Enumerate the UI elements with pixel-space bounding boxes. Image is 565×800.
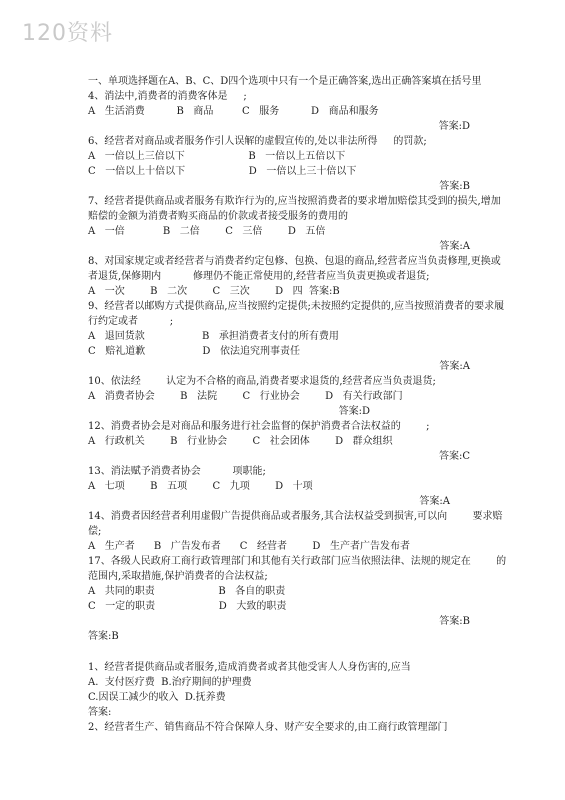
answer-12: 答案:C: [438, 451, 470, 462]
question-4: 4、消法中,消费者的消费客体是 ;: [88, 91, 247, 102]
question-17-line2: 范围内,采取措施,保护消费者的合法权益;: [88, 571, 268, 582]
section-gap: [88, 652, 480, 660]
question-6-options-ab: A 一倍以上三倍以下 B 一倍以上五倍以下: [88, 151, 346, 162]
question-17-options-ab: A 共同的职责 B 各自的职责: [88, 586, 286, 597]
question-14-line1: 14、消费者因经营者利用虚假广告提供商品或者服务,其合法权益受到损害,可以向 要求赔: [88, 511, 503, 522]
question-14-options: A 生产者 B 广告发布者 C 经营者 D 生产者广告发布者: [88, 541, 410, 552]
question-12: 12、消费者协会是对商品和服务进行社会监督的保护消费者合法权益的 ;: [88, 421, 430, 432]
answer-9: 答案:A: [439, 361, 470, 372]
question-9-line1: 9、经营者以邮购方式提供商品,应当按照约定提供;未按照约定提供的,应当按照消费者的要求履: [88, 301, 505, 312]
question-13: 13、消法赋予消费者协会 项职能;: [88, 466, 266, 477]
question-7-line1: 7、经营者提供商品或者服务有欺诈行为的,应当按照消费者的要求增加赔偿其受到的损失,增加: [88, 196, 501, 207]
watermark-logo: 120资料: [22, 21, 113, 46]
answer-6: 答案:B: [439, 181, 470, 192]
question-9-options-cd: C 赔礼道歉 D 依法追究刑事责任: [88, 346, 300, 357]
question-10: 10、依法经 认定为不合格的商品,消费者要求退货的,经营者应当负责退货;: [88, 376, 436, 387]
question-10-options: A 消费者协会 B 法院 C 行业协会 D 有关行政部门: [88, 391, 403, 402]
question-17-line1: 17、各级人民政府工商行政管理部门和其他有关行政部门应当依照法律、法规的规定在 的: [88, 556, 507, 567]
section-heading: 一、单项选择题在A、B、C、D四个选项中只有一个是正确答案,选出正确答案填在括号里: [88, 76, 482, 87]
answer-7: 答案:A: [439, 241, 470, 252]
question-7-options: A 一倍 B 二倍 C 三倍 D 五倍: [88, 226, 326, 237]
question-8-options: A 一次 B 二次 C 三次 D 四 答案:B: [88, 286, 340, 297]
question-7-line2: 赔偿的金额为消费者购买商品的价款或者接受服务的费用的: [88, 211, 348, 222]
multi-question-1-options-cd: C.因误工减少的收入 D.抚养费: [88, 692, 226, 703]
question-6-options-cd: C 一倍以上十倍以下 D 一倍以上三十倍以下: [88, 166, 357, 177]
question-8-line1: 8、对国家规定或者经营者与消费者约定包修、包换、包退的商品,经营者应当负责修理,更换或: [88, 256, 501, 267]
answer-extra: 答案:B: [88, 631, 119, 642]
question-4-options: A 生活消费 B 商品 C 服务 D 商品和服务: [88, 106, 379, 117]
question-6: 6、经营者对商品或者服务作引人误解的虚假宣传的,处以非法所得 的罚款;: [88, 136, 427, 147]
multi-question-2: 2、经营者生产、销售商品不符合保障人身、财产安全要求的,由工商行政管理部门: [88, 722, 448, 733]
multi-question-1: 1、经营者提供商品或者服务,造成消费者或者其他受害人人身伤害的,应当: [88, 662, 411, 673]
answer-13: 答案:A: [419, 496, 450, 507]
multi-question-1-options-ab: A. 支付医疗费 B.治疗期间的护理费: [88, 677, 252, 688]
document-body: [88, 74, 507, 735]
question-12-options: A 行政机关 B 行业协会 C 社会团体 D 群众组织: [88, 436, 393, 447]
question-14-line2: 偿;: [88, 526, 102, 537]
answer-10: 答案:D: [338, 406, 370, 417]
question-17-options-cd: C 一定的职责 D 大致的职责: [88, 601, 287, 612]
question-8-line2: 者退货,保修期内 修理仍不能正常使用的,经营者应当负责更换或者退货;: [88, 271, 430, 282]
question-9-options-ab: A 退回货款 B 承担消费者支付的所有费用: [88, 331, 339, 342]
question-9-line2: 行约定或者 ;: [88, 316, 174, 327]
multi-answer-1: 答案:: [88, 707, 112, 718]
answer-4: 答案:D: [438, 121, 470, 132]
question-13-options: A 七项 B 五项 C 九项 D 十项: [88, 481, 313, 492]
answer-17: 答案:B: [439, 616, 470, 627]
section-gap: [88, 644, 480, 652]
